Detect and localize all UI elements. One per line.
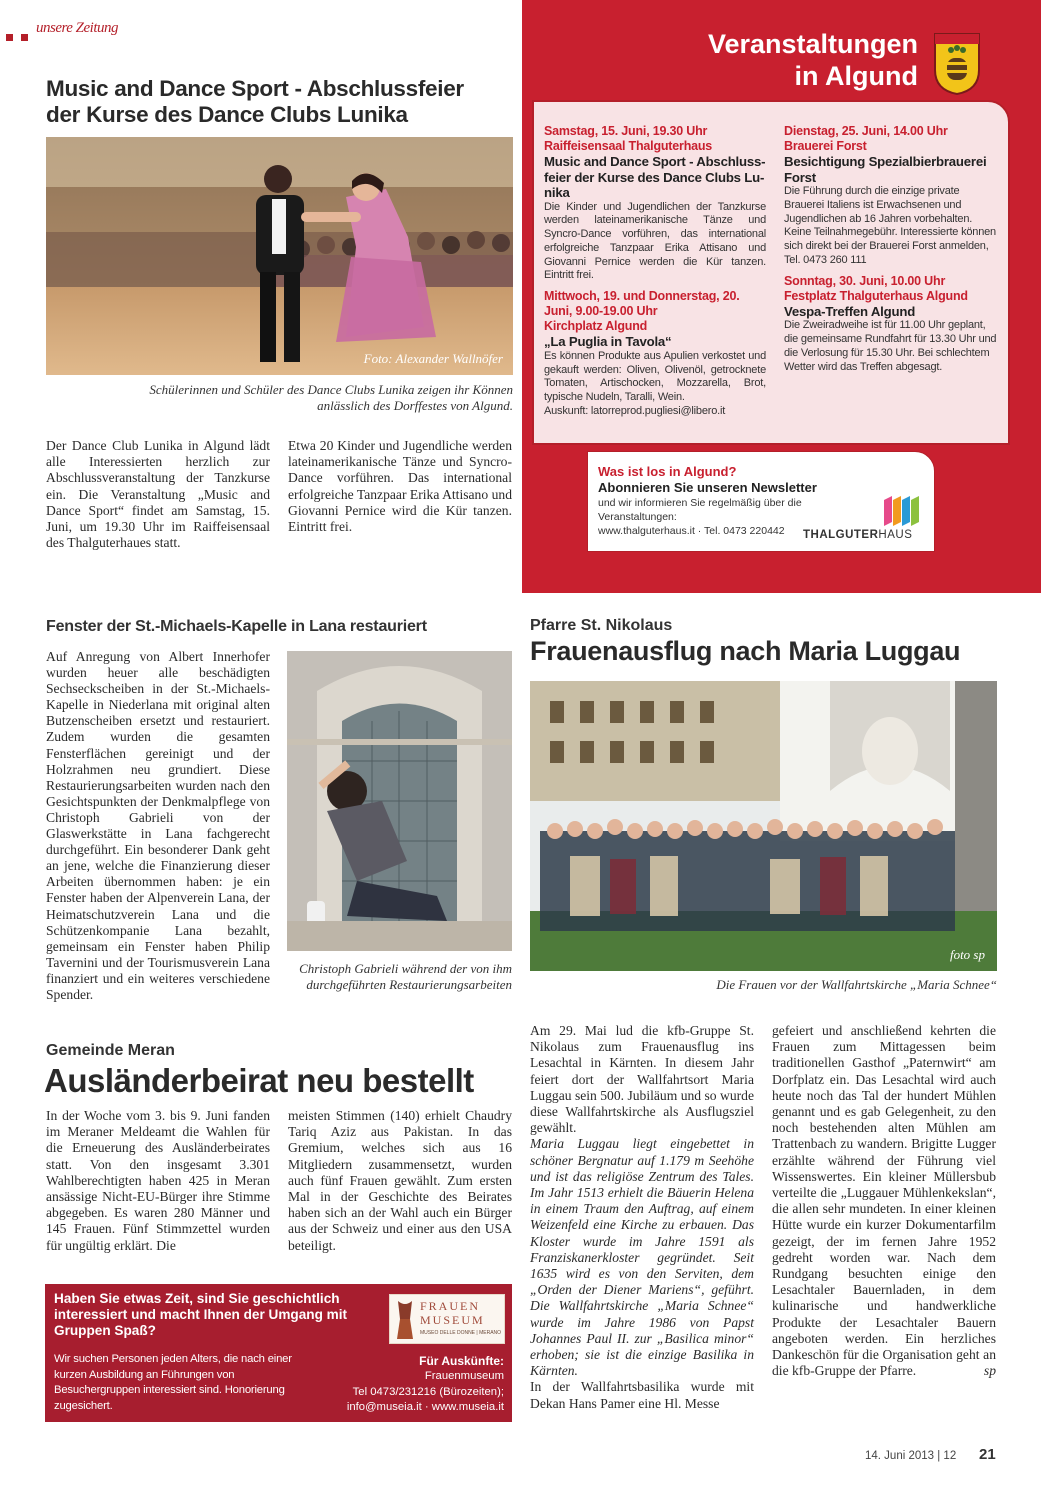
event-item (784, 124, 1002, 268)
events-heading-line: in Algund (794, 61, 918, 91)
window-photo-caption: Christoph Gabrieli während der von ihm durchgeführten Restaurierungsarbeiten (299, 961, 512, 992)
contact-phone[interactable]: Tel 0473/231216 (Bürozeiten); (352, 1385, 504, 1398)
article-lunika-col2: Etwa 20 Kinder und Jugendliche werden lateinamerikanische Tänze und Syncro-Dance vorführen. Das international erfolgreiche Tanzpaar Erika Attisano und Giovanni Pernice wird die Kür tanzen. Eintritt frei. (288, 438, 512, 535)
page-number: 21 (979, 1446, 996, 1463)
event-description: Die Zweiradweihe ist für 11.00 Uhr geplant, die gemeinsame Rundfahrt für 13.30 Uhr und die Verlosung für 15.30 Uhr. Bei schlechtem Wetter wird das Treffen abgesagt. (784, 319, 997, 373)
article-lunika-title (46, 76, 516, 128)
article-meran-title: Ausländerbeirat neu bestellt (44, 1062, 474, 1099)
event-item (784, 274, 1002, 375)
contact-web[interactable]: info@museia.it · www.museia.it (346, 1400, 504, 1413)
article-luggau-col1 (530, 1023, 754, 1412)
header-mark (6, 34, 13, 41)
events-col-left (544, 124, 766, 419)
paragraph: In der Wallfahrtsbasilika wurde mit Dekan Hans Pamer eine Hl. Messe (530, 1379, 754, 1411)
thalguterhaus-mark (882, 494, 920, 526)
logo-line: FRAUEN (420, 1299, 481, 1313)
article-meran-col1: In der Woche vom 3. bis 9. Juni fanden im Meraner Meldeamt die Wahlen für die Erneuerung des Ausländerbeirates statt. Von den insgesamt 3.301 Wahlberechtigten haben 425 in Meran ansässige Nicht-EU-Bürger ihre Stimme abgegeben. Es waren 280 Männer und 145 Frauen. Fünf Stimmzettel wurden für ungültig erklärt. Die (46, 1108, 270, 1253)
events-col-right (784, 124, 1002, 374)
event-date-venue: Mittwoch, 19. und Donnerstag, 20. Juni, 9.00-19.00 Uhr Kirchplatz Algund (544, 289, 740, 334)
logo-subtitle: MUSEO DELLE DONNE | MERANO (420, 1330, 502, 1336)
museum-ad-body: Wir suchen Personen jeden Alters, die nach einer kurzen Ausbildung an Führungen von Besuchergruppen interessiert sind. Honorierung zugesichert. (54, 1353, 292, 1412)
museum-ad-headline: Haben Sie etwas Zeit, sind Sie geschichtlich interessiert und macht Ihnen der Umgang mit Gruppen Spaß? (54, 1291, 348, 1338)
group-photo-illustration (530, 681, 997, 971)
event-title: Music and Dance Sport - Abschluss-feier der Kurse des Dance Clubs Lu-nika (544, 154, 766, 200)
article-luggau-title: Frauenausflug nach Maria Luggau (530, 636, 961, 666)
newsletter-line: und wir informieren Sie regelmäßig über die Veranstaltungen: (598, 497, 802, 523)
paragraph: gefeiert und anschließend kehrten die Frauen zum Mittagessen beim traditionellen Gasthof „Paternwirt“ am Dorfplatz ein. Das Lesachtal wird auch heute noch das Tal der hundert Mühlen genannt und es gab Gelegenheit, zu den noch bestehenden alten Mühlen am Trattenbach zu wandern. Brigitte Lugger erzählte während der Führung viel Wissenswertes. Ein kleiner Müllersbub verteilte die „Luggauer Mühlenkekslan“, die allen sehr mundeten. In einer kleinen Hütte wurde ein kurzer Dokumentarfilm gezeigt, der im fernen Jahre 1952 gedreht worden war. Nach dem Rundgang besuchten einige den Lesachtaler Bauernladen, in dem kulinarische und handwerkliche Produkte der Lesachtaler Bauern angeboten werden. Ein herzliches Dankeschön für die Organisation geht an die kfb-Gruppe der Pfarre. (772, 1023, 996, 1379)
events-heading-line: Veranstaltungen (707, 29, 918, 59)
article-meran-col2: meisten Stimmen (140) erhielt Chaudry Tariq Aziz aus Pakistan. In das Gremium, welches sich aus 16 Mitgliedern zusammensetzt, wurden auch fünf Frauen gewählt. Zum ersten Mal in der Geschichte des Beirates haben sich an der Wahl auch ein Bürger aus der Schweiz und einer aus den USA beteiligt. (288, 1108, 512, 1253)
article-lana-title: Fenster der St.-Michaels-Kapelle in Lana restauriert (46, 618, 427, 635)
caption-line: anlässlich des Dorffestes von Algund. (317, 398, 513, 413)
logo-line: MUSEUM (420, 1313, 485, 1327)
group-photo (530, 681, 997, 971)
event-title: Besichtigung Spezialbierbrauerei Forst (784, 154, 987, 185)
brand-part: HAUS (878, 529, 913, 541)
article-lana-body: Auf Anregung von Albert Innerhofer wurden heuer alle beschädigten Sechseckscheiben in der St.-Michaels-Kapelle in Niederlana mit original alten Butzenscheiben ersetzt und restauriert. Zudem wurden die gesamten Fensterflächen gereinigt und der Holzrahmen neu grundiert. Diese Restaurierungsarbeiten wurden nach den Gesichtspunkten der Denkmalpflege von Christoph Gabrieli von der Glaswerkstätte in Lana fachgerecht durchgeführt. Ein besonderer Dank geht an jene, welche die Finanzierung dieser Arbeiten übernommen haben: je ein Fenster haben der Alpenverein Lana, der Heimatschutzverein Lana und die Schützenkompanie Lana bezahlt, gemeinsam ein Fenster haben Philip Tavernini und der Tourismusverein Lana finanziert und ein weiteres verschiedene Spender. (46, 649, 270, 1002)
event-title: Vespa-Treffen Algund (784, 303, 916, 319)
frauenmuseum-logo (389, 1294, 505, 1344)
thalguterhaus-wordmark (803, 529, 912, 541)
publication-logo: unsere Zeitung (36, 20, 119, 36)
article-luggau-kicker: Pfarre St. Nikolaus (530, 617, 673, 634)
caption-line: Schülerinnen und Schüler des Dance Clubs Lunika zeigen ihr Können (149, 382, 513, 397)
contact-name: Frauenmuseum (424, 1370, 504, 1383)
newsletter-question: Was ist los in Algund? (598, 464, 737, 479)
contact-label: Für Auskünfte: (419, 1354, 504, 1368)
algund-coat-of-arms (933, 32, 981, 96)
photo-credit: Foto: Alexander Wallnöfer (363, 351, 503, 366)
event-date-venue: Dienstag, 25. Juni, 14.00 Uhr Brauerei Forst (784, 124, 948, 153)
museum-ad-contact (330, 1354, 504, 1415)
event-item (544, 289, 766, 418)
header-marks (6, 28, 28, 46)
dance-photo (46, 137, 513, 375)
corset-icon (394, 1299, 416, 1341)
newsletter-link[interactable]: www.thalguterhaus.it · Tel. 0473 220442 (598, 525, 785, 537)
title-line: Music and Dance Sport - Abschlussfeier (46, 76, 464, 101)
photo-credit: foto sp (949, 947, 985, 962)
events-heading (640, 28, 918, 92)
dance-photo-illustration (46, 137, 513, 375)
event-title: „La Puglia in Tavola“ (544, 334, 672, 350)
window-restoration-photo (287, 651, 512, 951)
dance-photo-caption (46, 382, 513, 414)
event-item (544, 124, 766, 283)
group-photo-caption: Die Frauen vor der Wallfahrtskirche „Maria Schnee“ (716, 977, 997, 992)
window-photo-illustration (287, 651, 512, 951)
event-date-venue: Sonntag, 30. Juni, 10.00 Uhr Festplatz Thalguterhaus Algund (784, 273, 968, 303)
coat-of-arms-icon (933, 32, 981, 96)
event-description: Es können Produkte aus Apulien verkostet und gekauft werden: Oliven, Olivenöl, getrocknete Tomaten, Artischocken, Mozzarella, Brot, typische Nudeln, Taralli, Wein. Auskunft: latorreprod.pugliesi@libero.it (544, 349, 766, 417)
title-line: der Kurse des Dance Clubs Lunika (46, 102, 408, 127)
newsletter-headline: Abonnieren Sie unseren Newsletter (598, 480, 817, 495)
event-date-venue: Samstag, 15. Juni, 19.30 Uhr Raiffeisensaal Thalguterhaus (544, 124, 713, 153)
paragraph: Am 29. Mai lud die kfb-Gruppe St. Nikolaus zum Frauenausflug ins Lesachtal in Kärnten. In diesem Jahr feiert dort der Wallfahrtsort Maria Luggau sein 500. Jubiläum und so wurde diese Wallfahrtskirche als Ausflugsziel gewählt. (530, 1023, 754, 1136)
newsletter-text (598, 464, 858, 538)
event-description: Die Führung durch die einzige private Brauerei Italiens ist Erwachsenen und Jugendlichen ab 16 Jahren vorbehalten. Keine Teilnahmegebühr. Interessierte können sich direkt bei der Brauerei Forst anmelden, Tel. 0473 260 111 (784, 185, 996, 266)
footer-date-page: 14. Juni 2013 | 12 (865, 1450, 957, 1462)
article-lunika-col1: Der Dance Club Lunika in Algund lädt alle Interessierten herzlich zur Abschlussveranstaltung der Tanzkurse ein. Die Veranstaltung „Music and Dance Sport“ findet am Samstag, 15. Juni, um 19.30 Uhr im Raiffeisensaal des Thalguterhaues statt. (46, 438, 270, 551)
article-luggau-col2 (772, 1023, 996, 1380)
event-description: Die Kinder und Jugendlichen der Tanzkurse werden lateinamerikanische Tänze und Syncro-Dance vorführen, das international erfolgreiche Tanzpaar Erika Attisano und Giovanni Pernice werden die Kür tanzen. Eintritt frei. (544, 200, 766, 282)
header-mark (21, 34, 28, 41)
article-meran-kicker: Gemeinde Meran (46, 1042, 175, 1059)
brand-part: THALGUTER (803, 529, 879, 541)
thalguterhaus-logo-icon (882, 494, 920, 526)
paragraph-italic: Maria Luggau liegt eingebettet in schöner Bergnatur auf 1.179 m Seehöhe und ist das religiöse Zentrum des Tales. Im Jahr 1513 erhielt die Bäuerin Helena in einem Traum den Auftrag, auf einem Weizenfeld eine Kirche zu erbauen. Das Kloster wurde im Jahre 1591 als Franziskanerkloster gegründet. Seit 1635 wird es von den Serviten, dem „Orden der Diener Mariens“, geführt. Die Wallfahrtskirche „Maria Schnee“ wurde im Jahre 1986 von Papst Johannes Paul II. zur „Basilica minor“ erhoben; sie ist die einzige Basilika in Kärnten. (530, 1136, 754, 1379)
author-signature: sp (983, 1363, 996, 1379)
